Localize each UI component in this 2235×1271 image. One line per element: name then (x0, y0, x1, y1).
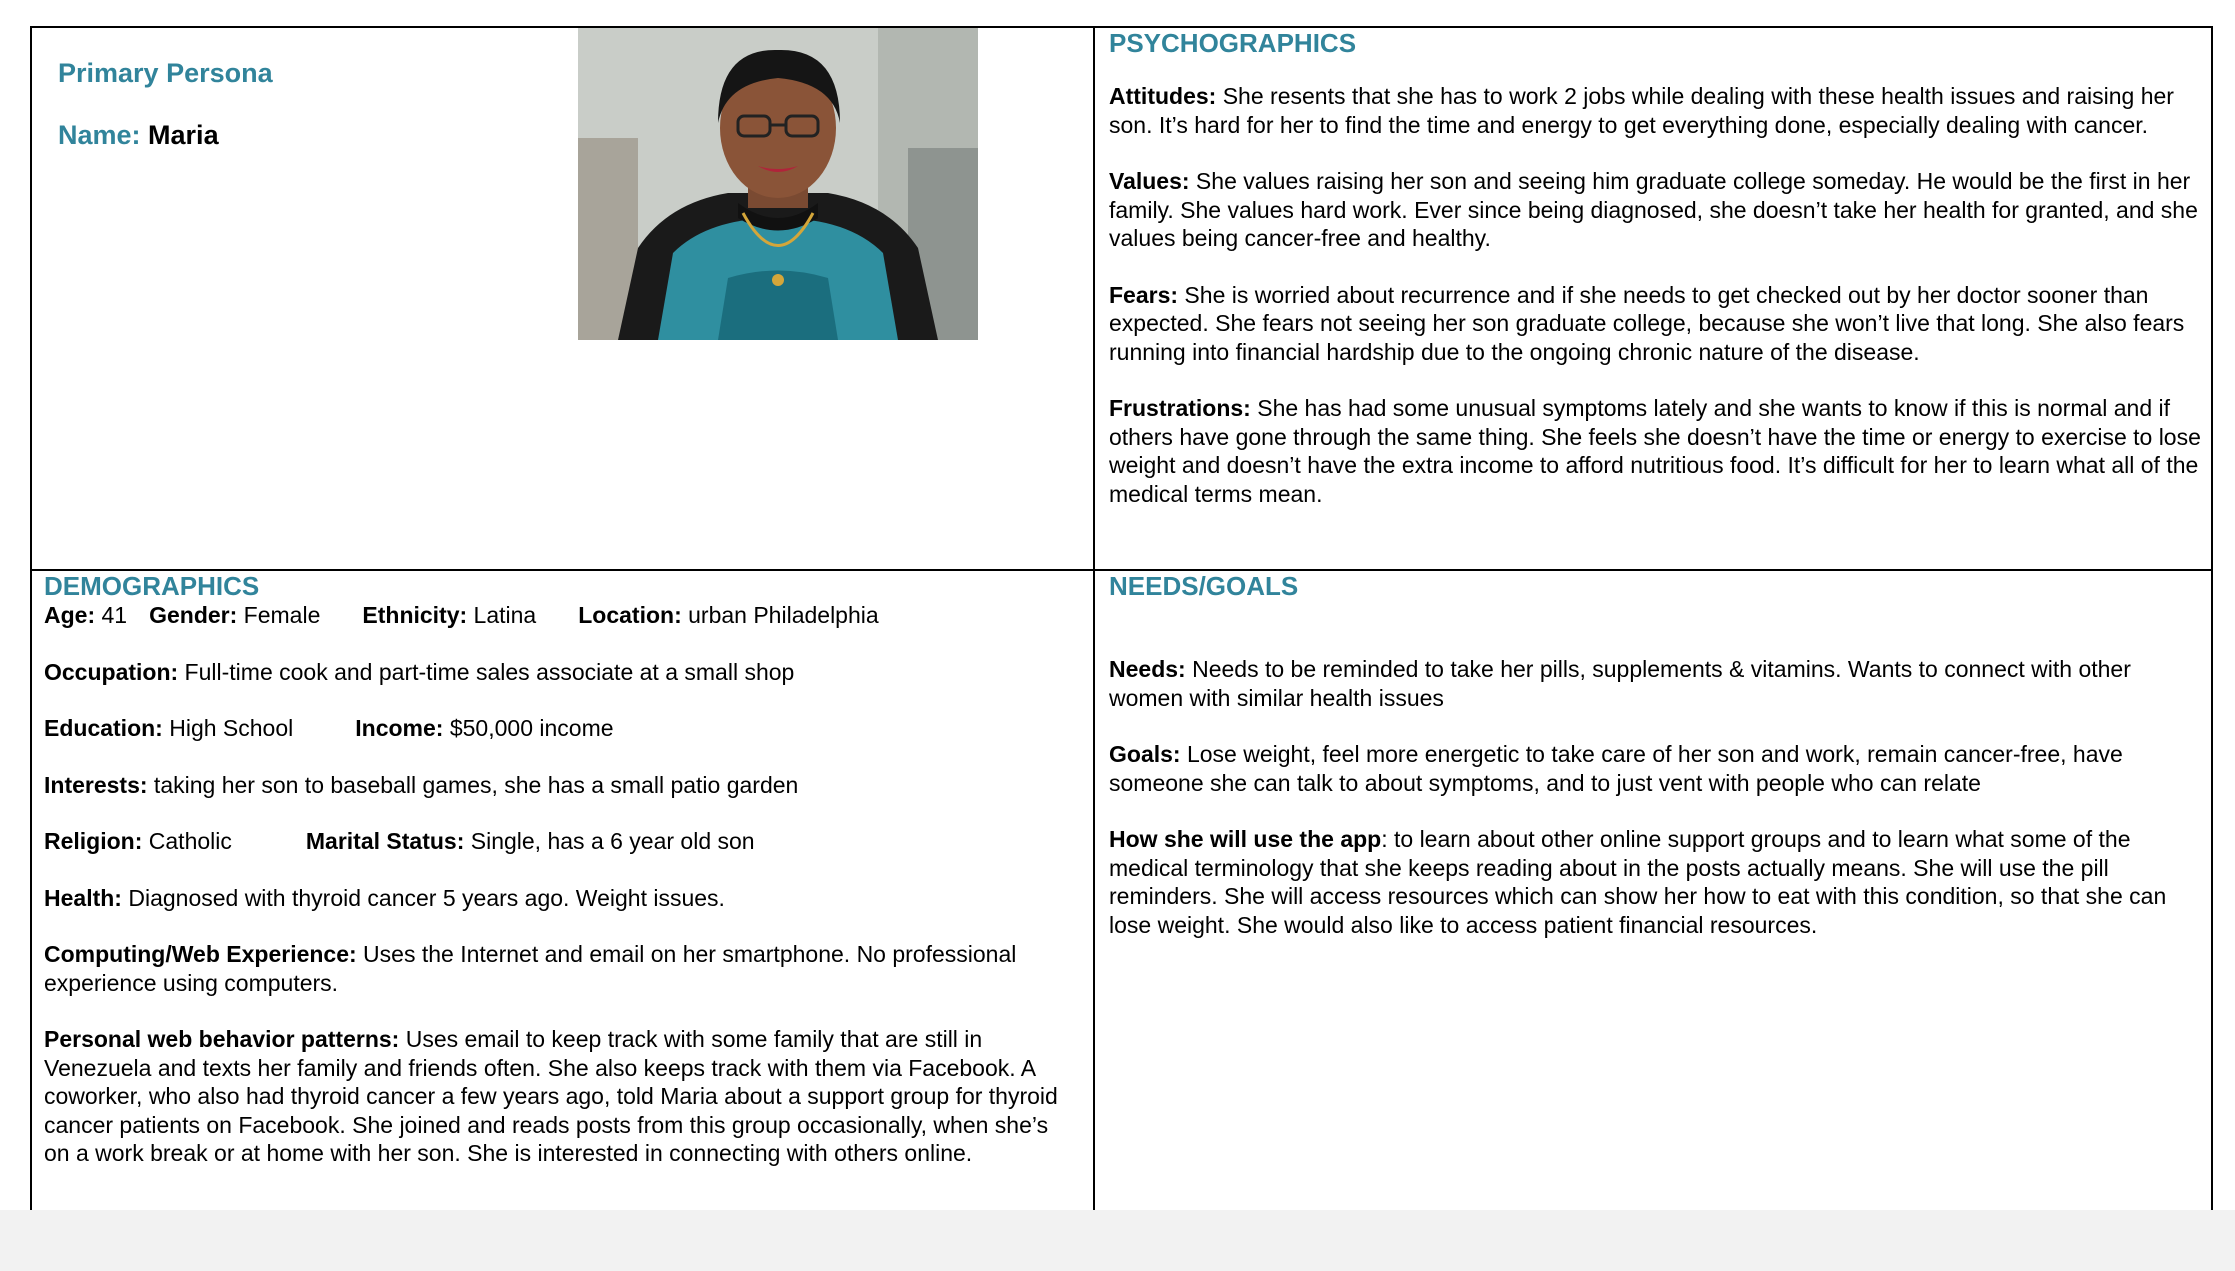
location-value: urban Philadelphia (681, 602, 879, 628)
needs-label: Needs: (1109, 656, 1186, 682)
demographics-cell (32, 571, 1093, 1210)
persona-cell (32, 28, 1093, 569)
persona-photo (578, 28, 978, 340)
frustrations-text: She has had some unusual symptoms lately and she wants to know if this is normal and if others have gone through the same thing. She feels she doesn’t have the time or energy to exercise to lose weight and doesn’t have the extra income to afford nutritious food. It’s difficult for her to learn what all of the medical terms mean. (1109, 395, 2201, 507)
name-value: Maria (148, 120, 219, 150)
location-label: Location: (578, 602, 682, 628)
needs-goals-title: NEEDS/GOALS (1109, 571, 1299, 601)
religion-value: Catholic (142, 828, 232, 854)
occupation-label: Occupation: (44, 658, 179, 685)
income-label: Income: (355, 715, 444, 741)
ethnicity-value: Latina (467, 602, 537, 628)
frustrations-paragraph (1109, 394, 2211, 508)
health-paragraph (44, 884, 1093, 913)
occupation-value: Full-time cook and part-time sales associate at a small shop (178, 658, 795, 685)
religion-label: Religion: (44, 828, 143, 854)
gender-label: Gender: (149, 602, 238, 628)
frustrations-label: Frustrations: (1109, 395, 1251, 421)
income-value: $50,000 income (443, 715, 614, 741)
gender-value: Female (237, 602, 321, 628)
goals-paragraph (1109, 740, 2211, 797)
ethnicity-label: Ethnicity: (362, 602, 468, 628)
demographics-title: DEMOGRAPHICS (44, 571, 260, 601)
interests-value: taking her son to baseball games, she has a small patio garden (147, 771, 799, 798)
education-income-row (44, 714, 1093, 743)
values-label: Values: (1109, 168, 1190, 194)
web-behavior-label: Personal web behavior patterns: (44, 1026, 400, 1052)
fears-text: She is worried about recurrence and if she needs to get checked out by her doctor sooner than expected. She fears not seeing her son graduate college, because she won’t live that long. She also fears running into financial hardship due to the ongoing chronic nature of the disease. (1109, 281, 2185, 365)
marital-status-value: Single, has a 6 year old son (464, 828, 755, 854)
app-usage-paragraph (1109, 825, 2211, 939)
health-value: Diagnosed with thyroid cancer 5 years ago. Weight issues. (121, 884, 725, 911)
values-paragraph (1109, 167, 2211, 253)
attitudes-text: She resents that she has to work 2 jobs while dealing with these health issues and raising her son. It’s hard for her to find the time and energy to get everything done, especially dealing with cancer. (1109, 83, 2174, 138)
age-label: Age: (44, 602, 96, 628)
fears-paragraph (1109, 281, 2211, 367)
age-value: 41 (95, 602, 128, 628)
interests-label: Interests: (44, 771, 148, 798)
education-label: Education: (44, 715, 163, 741)
health-label: Health: (44, 884, 122, 911)
values-text: She values raising her son and seeing him graduate college someday. He would be the first in her family. She values hard work. Ever since being diagnosed, she doesn’t take her health for granted, and she values being cancer-free and healthy. (1109, 168, 2198, 251)
religion-marital-row (44, 827, 1093, 856)
goals-text: Lose weight, feel more energetic to take care of her son and work, remain cancer-free, have someone she can talk to about symptoms, and to just vent with people who can relate (1109, 741, 2123, 796)
persona-photo-icon (578, 28, 978, 340)
needs-goals-cell (1095, 571, 2211, 1210)
name-label: Name: (58, 120, 141, 150)
psychographics-title: PSYCHOGRAPHICS (1109, 28, 1357, 58)
persona-name (58, 120, 219, 151)
needs-paragraph (1109, 655, 2211, 712)
needs-text: Needs to be reminded to take her pills, supplements & vitamins. Wants to connect with other women with similar health issues (1109, 656, 2131, 711)
marital-status-label: Marital Status: (305, 828, 465, 854)
occupation-paragraph (44, 658, 1093, 687)
attitudes-label: Attitudes: (1109, 83, 1217, 109)
attitudes-paragraph (1109, 82, 2211, 139)
computing-value: Uses the Internet and email on her smartphone. No professional experience using computers. (44, 941, 1017, 996)
web-behavior-paragraph (44, 1025, 1074, 1168)
psychographics-cell (1095, 28, 2211, 569)
web-behavior-value: Uses email to keep track with some family that are still in Venezuela and texts her family and friends often. She also keeps track with them via Facebook. A coworker, who also had thyroid cancer a few years ago, told Maria about a support group for thyroid cancer patients on Facebook. She joined and reads posts from this group occasionally, when she’s on a work break or at home with her son. She is interested in connecting with others online. (44, 1026, 1058, 1166)
app-usage-label: How she will use the app (1109, 826, 1382, 852)
demographics-basic-row (44, 601, 1093, 630)
fears-label: Fears: (1109, 281, 1179, 308)
app-usage-text: : to learn about other online support groups and to learn what some of the medical terminology that she keeps reading about in the posts actually means. She will use the pill reminders. She will access resources which can show her how to eat with this condition, so that she can lose weight. She would also like to access patient financial resources. (1109, 826, 2167, 938)
persona-heading: Primary Persona (58, 58, 273, 88)
goals-label: Goals: (1109, 741, 1181, 767)
interests-paragraph (44, 771, 1093, 800)
education-value: High School (162, 715, 294, 741)
computing-paragraph (44, 940, 1034, 997)
computing-label: Computing/Web Experience: (44, 941, 357, 967)
